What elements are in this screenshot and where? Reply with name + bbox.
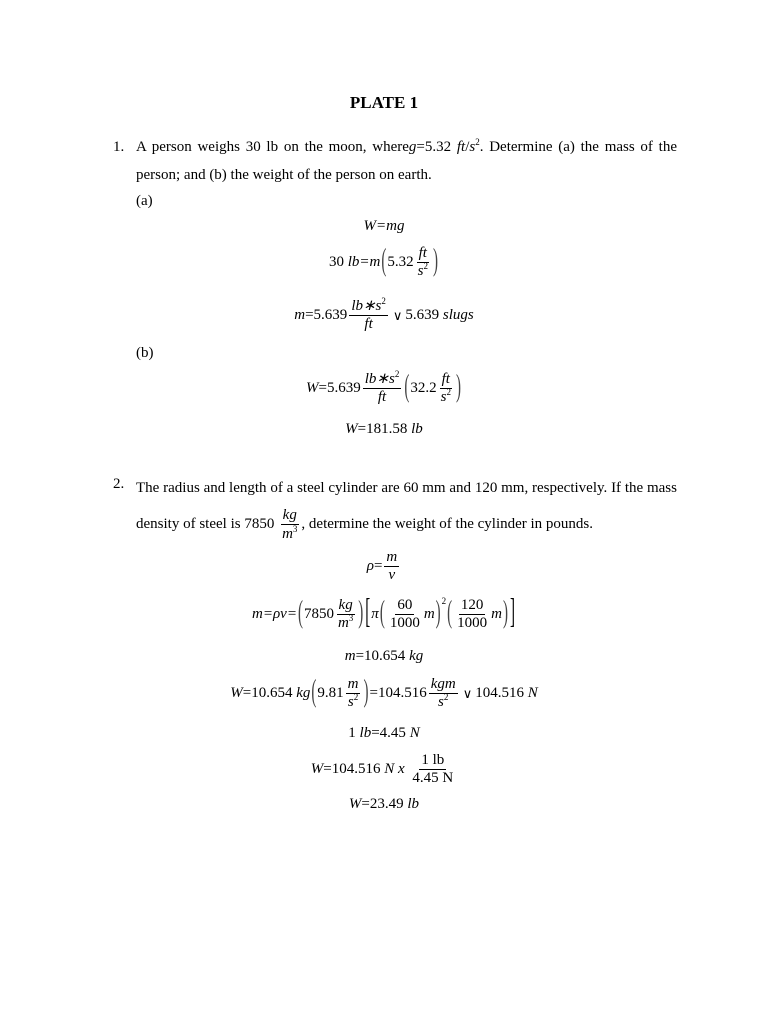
- equation-mass: m =5.639 $\frac{lb∗s^2}{ft}$ ∨ 5.639 slugs: [294, 296, 474, 332]
- equation-weight-convert: W =104.516 N x $\frac{1 lb}{4.45 N}$: [310, 752, 454, 786]
- equation-weight-earth: W =5.639 $\frac{lb∗s^2}{ft}$ ( 32.2 $\frac{ft}{s^2}$ ): [306, 369, 461, 405]
- problem-number: 2.: [113, 476, 125, 492]
- equation-30lb: 30 lb =m ( 5.32 $\frac{ft}{s^2}$ ): [329, 244, 438, 279]
- part-a-label: (a): [136, 193, 153, 209]
- equation-mass-result: m =10.654 kg: [344, 648, 424, 664]
- equation-conversion: 1 lb =4.45 N: [348, 725, 420, 741]
- page-title: PLATE 1: [349, 93, 419, 112]
- problem-number: 1.: [113, 139, 125, 155]
- equation-final-weight: W =23.49 lb: [348, 796, 420, 812]
- problem-2-statement: [113, 470, 677, 543]
- equation-w-mg: W=mg: [363, 218, 405, 234]
- equation-mass-volume: m =ρv= ( 7850 $\frac{kg}{m^3}$ ) [ π ( $\frac{60}{1000}$ m ) $^2$ ( $\frac{120}{1000}$ m ) ]: [252, 594, 515, 632]
- equation-density: ρ = $\frac{m}{v}$: [366, 549, 398, 583]
- equation-weight-result: W =181.58 lb: [345, 421, 423, 437]
- part-b-label: (b): [136, 345, 154, 361]
- equation-weight-newtons: W =10.654 kg ( 9.81 $\frac{m}{s^2}$ ) =104.516 $\frac{\text{kgm}}{s^2}$ ∨ 104.516 N: [230, 675, 538, 710]
- problem-text: A person weighs 30 lb on the moon, whereg=5.32 $ft/s^2$. Determine (a) the mass of the person; and (b) the weight of the person on earth.: [136, 137, 677, 183]
- problem-1-statement: [113, 133, 677, 189]
- problem-text: The radius and length of a steel cylinder are 60 mm and 120 mm, respectively. If the mass density of steel is 7850 $\frac{kg}{m^3}$ , determine the weight of the cylinder in pounds.: [136, 480, 677, 543]
